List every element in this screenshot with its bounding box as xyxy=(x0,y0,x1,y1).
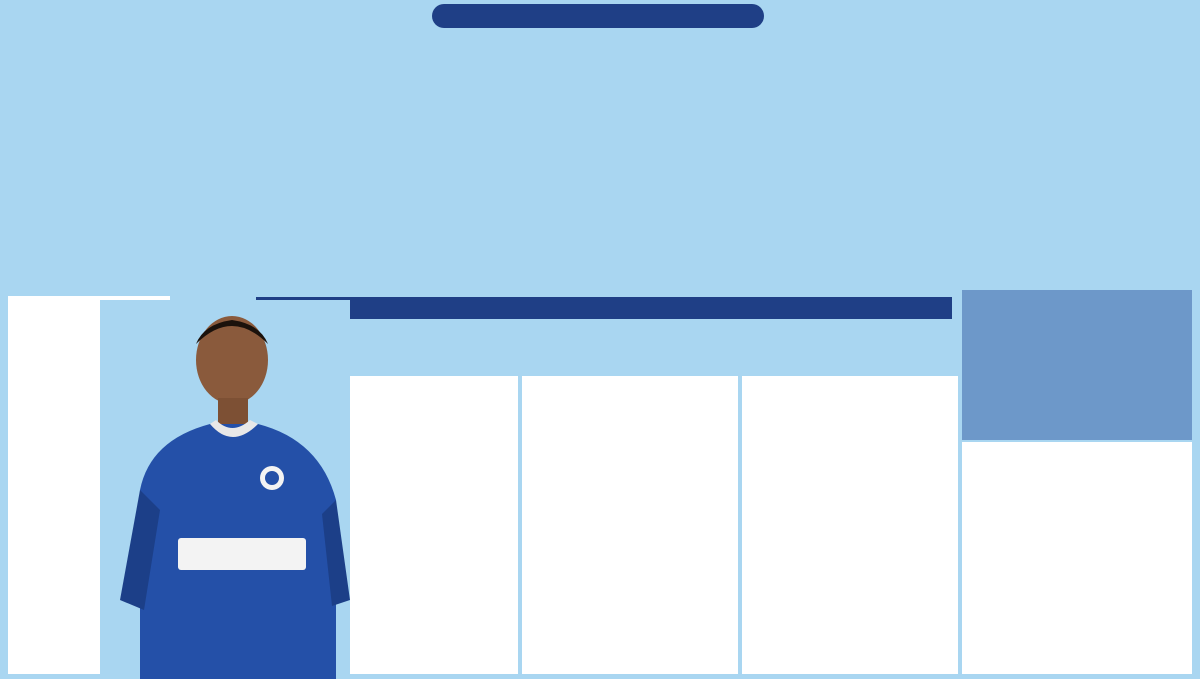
kicker xyxy=(432,4,764,28)
top-columns xyxy=(8,150,1192,288)
main-headline xyxy=(20,36,1180,144)
sidebar-box xyxy=(962,290,1192,440)
interview-subhead xyxy=(256,297,952,319)
qa-column-right xyxy=(962,442,1192,674)
qa-column-1 xyxy=(742,376,958,674)
interview-title xyxy=(262,322,952,374)
qa-column-3 xyxy=(348,376,518,674)
player-illustration xyxy=(100,300,350,679)
qa-column-2 xyxy=(522,376,738,674)
player-photo xyxy=(100,300,350,679)
